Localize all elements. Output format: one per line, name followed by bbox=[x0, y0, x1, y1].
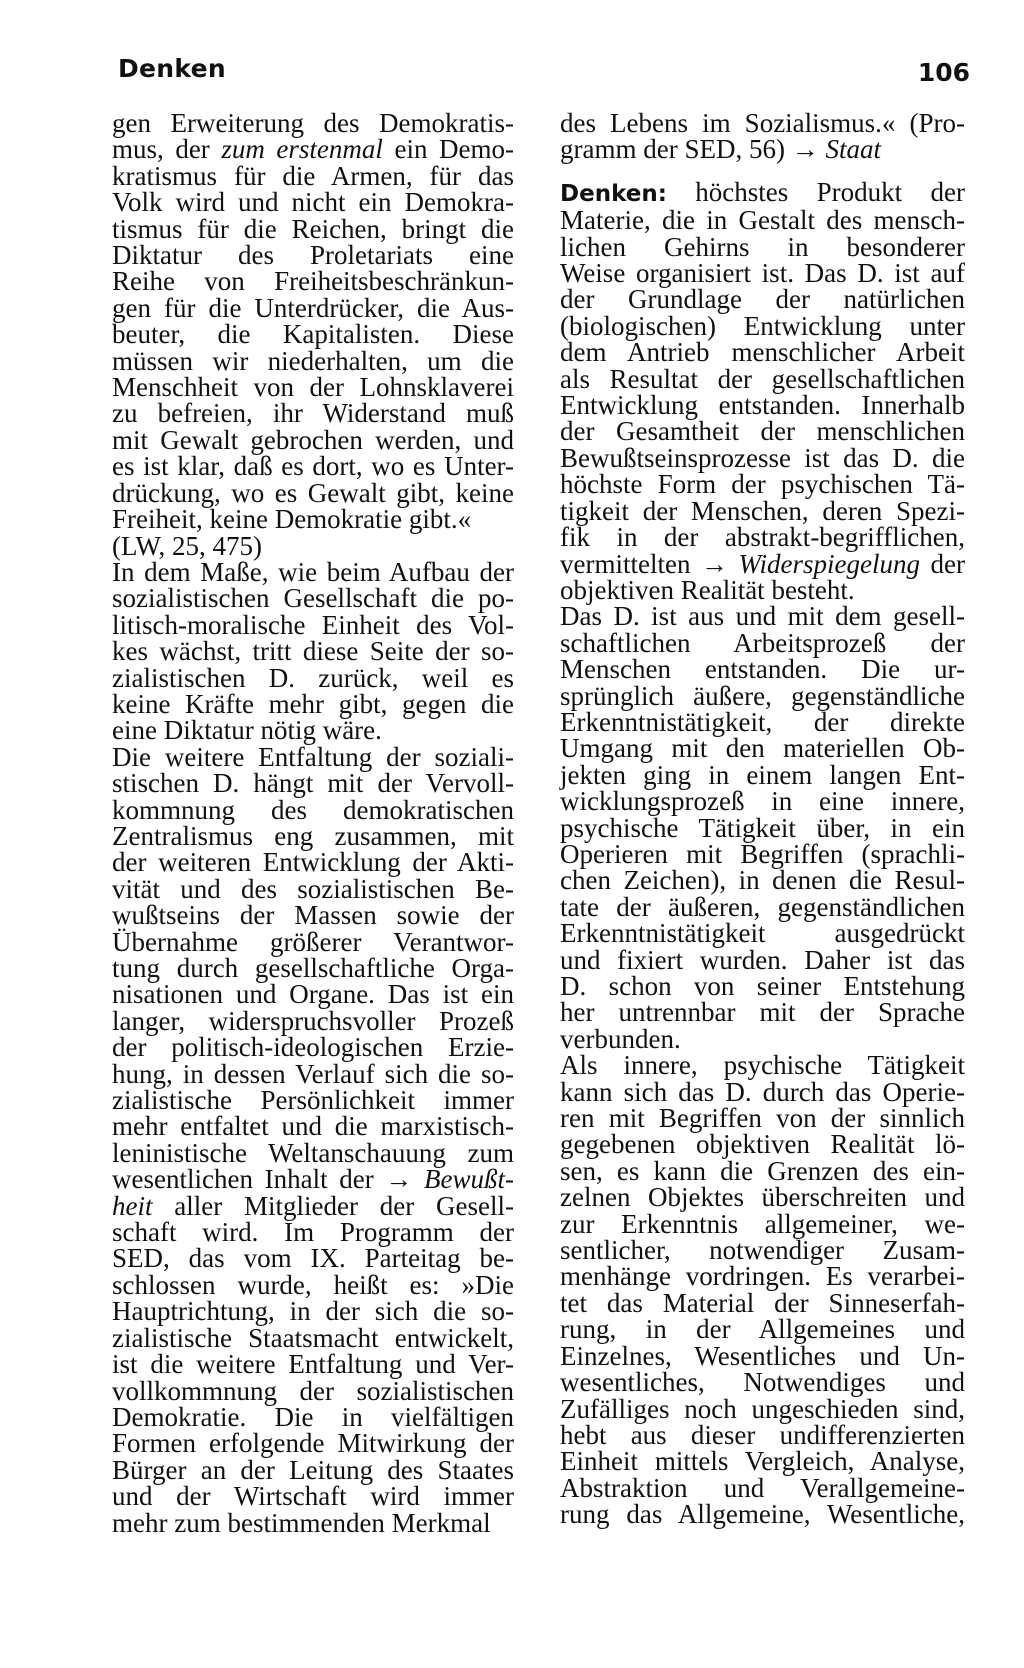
text-line bbox=[560, 416, 965, 447]
text-segment: Freiheit, keine Demokratie gibt.« bbox=[112, 504, 472, 535]
text-line bbox=[560, 1129, 965, 1160]
text-segment: wicklungsprozeß in eine innere, bbox=[560, 786, 965, 817]
text-segment: ren mit Begriffen von der sinnlich bbox=[560, 1103, 965, 1134]
text-line bbox=[112, 424, 514, 455]
text-segment: höchstes Produkt der bbox=[666, 176, 965, 207]
text-line bbox=[112, 900, 514, 931]
text-line bbox=[560, 1103, 965, 1134]
text-segment: D. schon von seiner Entstehung bbox=[560, 971, 965, 1001]
text-line bbox=[112, 160, 514, 191]
text-line bbox=[560, 1419, 965, 1450]
text-segment: rung das Allgemeine, Wesentliche, bbox=[560, 1499, 965, 1530]
text-segment: SED, das vom IX. Parteitag be- bbox=[112, 1243, 514, 1274]
left-column bbox=[112, 110, 514, 1536]
text-line bbox=[560, 838, 965, 869]
text-line bbox=[112, 583, 514, 614]
text-line bbox=[112, 345, 514, 376]
text-segment: wußtseins der Massen sowie der bbox=[112, 900, 514, 931]
text-segment: psychische Tätigkeit über, in ein bbox=[560, 812, 965, 843]
text-line bbox=[112, 662, 514, 693]
text-line bbox=[112, 1190, 514, 1221]
text-line bbox=[112, 873, 514, 904]
running-head: Denken bbox=[118, 54, 227, 83]
text-line bbox=[560, 1393, 965, 1424]
text-segment: zialistische Persönlichkeit immer bbox=[112, 1085, 514, 1116]
text-line bbox=[560, 1208, 965, 1239]
text-segment: (biologischen) Entwicklung unter bbox=[560, 310, 965, 341]
text-line bbox=[112, 134, 515, 165]
text-segment: wesentliches, Notwendiges und bbox=[560, 1367, 965, 1398]
text-segment: Abstraktion und Verallgemeine- bbox=[560, 1472, 965, 1503]
text-segment: (LW, 25, 475) bbox=[112, 530, 262, 561]
text-segment: litisch-moralische Einheit des Vol- bbox=[112, 609, 514, 640]
text-line bbox=[560, 284, 965, 315]
cross-reference: Widerspiegelung bbox=[738, 548, 920, 579]
text-line bbox=[112, 1349, 514, 1380]
text-segment: Bewußtseinsprozesse ist das D. die bbox=[560, 442, 965, 473]
text-line bbox=[560, 1472, 965, 1503]
text-line bbox=[560, 231, 965, 262]
text-line bbox=[560, 522, 965, 553]
entry-headword: Denken: bbox=[560, 180, 667, 207]
text-segment: sen, es kann die Grenzen des ein- bbox=[560, 1155, 965, 1186]
text-line bbox=[560, 786, 965, 817]
text-segment: objektiven Realität besteht. bbox=[560, 574, 855, 605]
text-segment: langer, widerspruchsvoller Prozeß bbox=[112, 1005, 514, 1036]
text-segment: Bürger an der Leitung des Staates bbox=[112, 1454, 514, 1485]
text-line bbox=[112, 1085, 514, 1116]
text-line bbox=[112, 1322, 514, 1353]
text-line bbox=[560, 706, 965, 737]
text-segment: gen Erweiterung des Demokratis- bbox=[112, 108, 514, 138]
text-line bbox=[560, 601, 965, 632]
text-segment: und fixiert wurden. Daher ist das bbox=[560, 944, 965, 975]
text-line bbox=[112, 1005, 514, 1036]
text-line bbox=[112, 768, 514, 799]
text-line bbox=[112, 504, 514, 535]
cross-reference: zum erstenmal bbox=[221, 134, 383, 165]
text-segment: als Resultat der gesellschaftlichen bbox=[560, 363, 965, 394]
text-line bbox=[112, 530, 514, 561]
text-segment: aller Mitglieder der Gesell- bbox=[152, 1190, 514, 1221]
text-line bbox=[112, 1137, 514, 1168]
text-segment: wesentlichen Inhalt der → bbox=[112, 1164, 425, 1195]
text-segment: kommnung des demokratischen bbox=[112, 794, 514, 825]
text-segment: Hauptrichtung, in der sich die so- bbox=[112, 1296, 514, 1327]
text-segment: zur Erkenntnis allgemeiner, we- bbox=[560, 1208, 965, 1239]
text-segment: Zentralismus eng zusammen, mit bbox=[112, 820, 514, 851]
text-segment: Erkenntnistätigkeit ausgedrückt bbox=[560, 918, 965, 949]
text-segment: Demokratie. Die in vielfältigen bbox=[112, 1401, 514, 1432]
text-segment: ist die weitere Entfaltung und Ver- bbox=[112, 1349, 514, 1380]
text-line bbox=[560, 654, 965, 685]
text-segment: mus, der bbox=[112, 134, 222, 165]
text-line bbox=[560, 337, 965, 368]
text-segment: Operieren mit Begriffen (sprachli- bbox=[560, 838, 965, 869]
text-segment: der Grundlage der natürlichen bbox=[560, 284, 965, 315]
text-line bbox=[560, 1155, 965, 1186]
text-segment: Menschen entstanden. Die ur- bbox=[560, 654, 965, 685]
text-segment: Übernahme größerer Verantwor- bbox=[112, 926, 514, 957]
text-line bbox=[560, 469, 965, 500]
text-segment: sozialistischen Gesellschaft die po- bbox=[112, 583, 514, 614]
text-line bbox=[112, 213, 514, 244]
text-segment: müssen wir niederhalten, um die bbox=[112, 345, 514, 376]
text-line bbox=[112, 1428, 514, 1459]
text-line bbox=[112, 926, 514, 957]
text-line bbox=[112, 240, 514, 271]
text-segment: verbunden. bbox=[560, 1023, 681, 1054]
text-line bbox=[560, 918, 965, 949]
text-line bbox=[112, 1401, 514, 1432]
text-line bbox=[560, 110, 965, 136]
text-line bbox=[560, 1314, 965, 1345]
text-line bbox=[560, 1340, 965, 1371]
text-segment: Menschheit von der Lohnsklaverei bbox=[112, 372, 514, 403]
text-segment: vollkommnung der sozialistischen bbox=[112, 1375, 514, 1406]
text-segment: tigkeit der Menschen, deren Spezi- bbox=[560, 495, 965, 526]
text-line bbox=[112, 187, 514, 218]
text-segment: Weise organisiert ist. Das D. ist auf bbox=[560, 258, 965, 289]
text-segment: mehr entfaltet und die marxistisch- bbox=[112, 1111, 514, 1142]
text-line bbox=[560, 1235, 965, 1266]
text-segment: Formen erfolgende Mitwirkung der bbox=[112, 1428, 514, 1459]
text-segment: leninistische Weltanschauung zum bbox=[112, 1137, 514, 1168]
text-segment: Erkenntnistätigkeit, der direkte bbox=[560, 706, 965, 737]
text-line bbox=[112, 609, 514, 640]
text-segment: zelnen Objektes überschreiten und bbox=[560, 1182, 965, 1213]
text-line bbox=[560, 363, 965, 394]
text-line bbox=[560, 997, 965, 1028]
text-segment: der Gesamtheit der menschlichen bbox=[560, 416, 965, 447]
text-segment: Als innere, psychische Tätigkeit bbox=[560, 1050, 965, 1081]
text-segment: kann sich das D. durch das Operie- bbox=[560, 1076, 965, 1107]
text-line bbox=[560, 495, 965, 526]
text-segment: vität und des sozialistischen Be- bbox=[112, 873, 514, 904]
text-line bbox=[560, 1050, 965, 1081]
right-column bbox=[560, 110, 965, 1528]
text-segment: Zufälliges noch ungeschieden sind, bbox=[560, 1393, 965, 1424]
text-segment: fik in der abstrakt-begrifflichen, bbox=[560, 522, 965, 553]
text-line bbox=[112, 266, 514, 297]
text-segment: schlossen wurde, heißt es: »Die bbox=[112, 1269, 514, 1300]
text-segment: Die weitere Entfaltung der soziali- bbox=[112, 741, 514, 772]
text-line bbox=[112, 1164, 514, 1195]
text-segment: In dem Maße, wie beim Aufbau der bbox=[112, 556, 514, 587]
text-line bbox=[560, 1261, 965, 1292]
text-line bbox=[112, 955, 514, 981]
text-line bbox=[112, 1375, 514, 1406]
text-segment: dem Antrieb menschlicher Arbeit bbox=[560, 337, 965, 368]
text-segment: zialistische Staatsmacht entwickelt, bbox=[112, 1322, 514, 1353]
text-segment: tate der äußeren, gegenständlichen bbox=[560, 891, 965, 922]
text-line bbox=[560, 1287, 965, 1318]
text-segment: hebt aus dieser undifferenzierten bbox=[560, 1419, 965, 1450]
cross-reference: Bewußt- bbox=[424, 1164, 514, 1195]
text-segment: und der Wirtschaft wird immer bbox=[112, 1481, 514, 1512]
text-segment: es ist klar, daß es dort, wo es Unter- bbox=[112, 451, 514, 482]
text-line bbox=[112, 636, 514, 667]
text-segment: Umgang mit den materiellen Ob- bbox=[560, 733, 965, 764]
text-line bbox=[560, 1367, 965, 1398]
text-line bbox=[112, 979, 514, 1010]
text-line bbox=[560, 680, 965, 711]
text-line bbox=[112, 319, 514, 350]
text-segment: rung, in der Allgemeines und bbox=[560, 1314, 965, 1345]
text-segment: schaft wird. Im Programm der bbox=[112, 1217, 514, 1248]
text-line bbox=[560, 733, 965, 764]
text-line bbox=[560, 574, 965, 605]
text-line bbox=[112, 1243, 514, 1274]
text-segment: höchste Form der psychischen Tä- bbox=[560, 469, 965, 500]
text-segment: menhänge vordringen. Es verarbei- bbox=[560, 1261, 965, 1292]
text-segment: Einheit mittels Vergleich, Analyse, bbox=[560, 1446, 965, 1477]
text-segment: keine Kräfte mehr gibt, gegen die bbox=[112, 688, 514, 719]
text-segment: sentlicher, notwendiger Zusam- bbox=[560, 1235, 965, 1266]
text-line bbox=[560, 548, 966, 579]
text-line bbox=[560, 865, 965, 896]
text-segment: Diktatur des Proletariats eine bbox=[112, 240, 514, 271]
text-segment: Entwicklung entstanden. Innerhalb bbox=[560, 390, 965, 421]
text-segment: zialistischen D. zurück, weil es bbox=[112, 662, 514, 693]
text-line bbox=[112, 794, 514, 825]
text-segment: sprünglich äußere, gegenständliche bbox=[560, 680, 965, 711]
text-segment: schaftlichen Arbeitsprozeß der bbox=[560, 627, 965, 658]
text-segment: mit Gewalt gebrochen werden, und bbox=[112, 424, 514, 455]
text-line bbox=[560, 1182, 965, 1213]
text-line bbox=[560, 258, 965, 289]
text-segment: tet das Material der Sinneserfah- bbox=[560, 1287, 965, 1318]
text-segment: Reihe von Freiheitsbeschränkun- bbox=[112, 266, 514, 297]
text-segment: mehr zum bestimmenden Merkmal bbox=[112, 1507, 491, 1538]
text-line bbox=[112, 1032, 514, 1063]
text-line bbox=[560, 310, 965, 341]
text-line bbox=[560, 442, 965, 473]
text-segment: jekten ging in einem langen Ent- bbox=[560, 759, 965, 790]
text-line bbox=[112, 477, 514, 508]
text-segment: beuter, die Kapitalisten. Diese bbox=[112, 319, 514, 350]
text-segment: drückung, wo es Gewalt gibt, keine bbox=[112, 477, 514, 508]
text-segment: Volk wird und nicht ein Demokra- bbox=[112, 187, 514, 218]
text-line bbox=[112, 451, 514, 482]
cross-reference: heit bbox=[112, 1190, 153, 1221]
text-line bbox=[560, 973, 965, 999]
text-segment: nisationen und Organe. Das ist ein bbox=[112, 979, 514, 1010]
text-line bbox=[112, 1111, 514, 1142]
text-segment: Einzelnes, Wesentliches und Un- bbox=[560, 1340, 965, 1371]
text-line bbox=[112, 1217, 514, 1248]
text-line bbox=[560, 1023, 965, 1054]
text-segment: eine Diktatur nötig wäre. bbox=[112, 715, 382, 746]
text-segment: zu befreien, ihr Widerstand muß bbox=[112, 398, 514, 429]
text-segment: Das D. ist aus und mit dem gesell- bbox=[560, 601, 965, 632]
text-line bbox=[112, 741, 514, 772]
text-line bbox=[112, 1507, 514, 1538]
text-segment: tismus für die Reichen, bringt die bbox=[112, 213, 514, 244]
text-line bbox=[112, 688, 514, 719]
text-segment: gramm der SED, 56) → bbox=[560, 134, 826, 165]
text-segment: kes wächst, tritt diese Seite der so- bbox=[112, 636, 514, 667]
text-segment: gen für die Unterdrücker, die Aus- bbox=[112, 292, 514, 323]
text-line bbox=[112, 372, 514, 403]
text-line bbox=[560, 812, 965, 843]
text-line bbox=[112, 292, 514, 323]
text-line bbox=[560, 1076, 965, 1107]
text-segment: chen Zeichen), in denen die Resul- bbox=[560, 865, 965, 896]
text-line bbox=[560, 1499, 965, 1530]
text-line bbox=[112, 820, 514, 851]
text-line bbox=[560, 891, 965, 922]
text-segment: kratismus für die Armen, für das bbox=[112, 160, 514, 191]
text-line bbox=[112, 110, 514, 136]
text-line bbox=[112, 715, 514, 746]
text-segment: stischen D. hängt mit der Vervoll- bbox=[112, 768, 514, 799]
text-segment: der bbox=[920, 548, 966, 579]
text-line bbox=[112, 1269, 514, 1300]
text-segment: vermittelten → bbox=[560, 548, 739, 579]
text-line bbox=[560, 205, 965, 236]
text-segment: lichen Gehirns in besonderer bbox=[560, 231, 965, 262]
text-segment: gegebenen objektiven Realität lö- bbox=[560, 1129, 965, 1160]
text-segment: der politisch-ideologischen Erzie- bbox=[112, 1032, 514, 1063]
text-segment: tung durch gesellschaftliche Orga- bbox=[112, 953, 514, 983]
text-line bbox=[112, 1296, 514, 1327]
text-segment: des Lebens im Sozialismus.« (Pro- bbox=[560, 108, 965, 138]
text-line bbox=[560, 390, 965, 421]
text-line bbox=[112, 1058, 514, 1089]
text-segment: der weiteren Entwicklung der Akti- bbox=[112, 847, 514, 878]
text-line bbox=[560, 627, 965, 658]
text-line bbox=[560, 759, 965, 790]
cross-reference: Staat bbox=[825, 134, 881, 165]
text-segment: her untrennbar mit der Sprache bbox=[560, 997, 965, 1028]
text-line bbox=[560, 1446, 965, 1477]
text-line bbox=[112, 398, 514, 429]
page-number: 106 bbox=[917, 58, 970, 87]
text-line bbox=[560, 134, 965, 165]
text-line bbox=[112, 556, 514, 587]
text-line bbox=[112, 1454, 514, 1485]
text-line bbox=[112, 847, 514, 878]
text-line bbox=[112, 1481, 514, 1512]
text-segment: hung, in dessen Verlauf sich die so- bbox=[112, 1058, 514, 1089]
text-segment: Materie, die in Gestalt des mensch- bbox=[560, 205, 965, 236]
text-segment: ein Demo- bbox=[382, 134, 515, 165]
text-line bbox=[560, 944, 965, 975]
text-line bbox=[560, 176, 965, 207]
